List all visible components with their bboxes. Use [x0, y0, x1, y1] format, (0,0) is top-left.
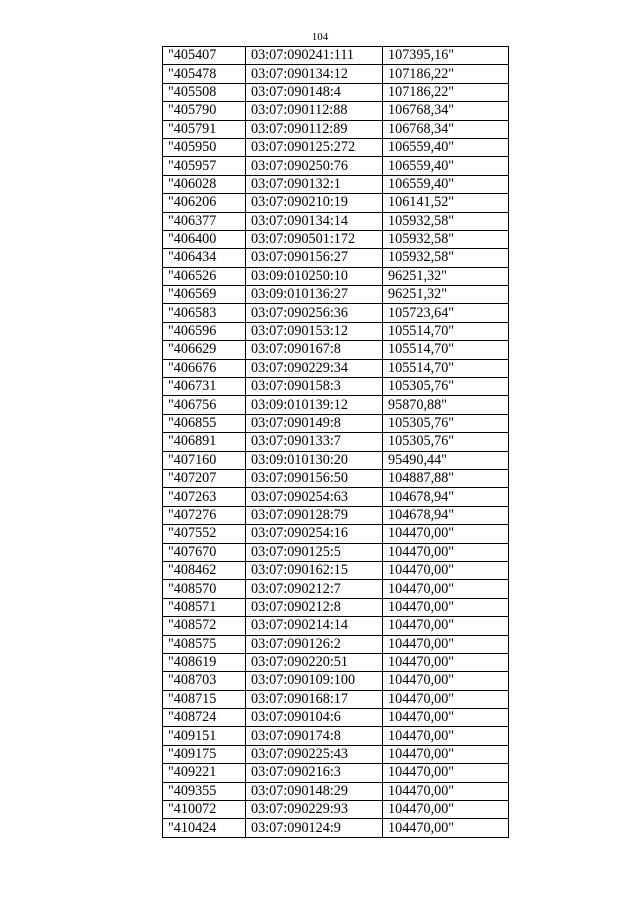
table-row	[163, 304, 509, 322]
record-id-cell: "406206	[163, 194, 246, 212]
value-cell: 105932,58"	[383, 249, 509, 267]
cadastral-number-cell: 03:07:090134:14	[246, 212, 383, 230]
value-cell: 105723,64"	[383, 304, 509, 322]
value-cell: 96251,32"	[383, 286, 509, 304]
record-id-cell: "405957	[163, 157, 246, 175]
value-cell: 104470,00"	[383, 782, 509, 800]
cadastral-number-cell: 03:07:090109:100	[246, 672, 383, 690]
table-row	[163, 230, 509, 248]
record-id-cell: "405950	[163, 138, 246, 156]
cadastral-number-cell: 03:09:010136:27	[246, 286, 383, 304]
record-id-cell: "407160	[163, 451, 246, 469]
record-id-cell: "406596	[163, 322, 246, 340]
table-row	[163, 322, 509, 340]
record-id-cell: "407263	[163, 488, 246, 506]
value-cell: 105305,76"	[383, 378, 509, 396]
cadastral-number-cell: 03:07:090156:27	[246, 249, 383, 267]
record-id-cell: "410424	[163, 819, 246, 837]
cadastral-number-cell: 03:07:090158:3	[246, 378, 383, 396]
table-row	[163, 102, 509, 120]
cadastral-number-cell: 03:07:090214:14	[246, 617, 383, 635]
record-id-cell: "406756	[163, 396, 246, 414]
record-id-cell: "405407	[163, 47, 246, 65]
record-id-cell: "408572	[163, 617, 246, 635]
table-row	[163, 286, 509, 304]
cadastral-number-cell: 03:07:090168:17	[246, 690, 383, 708]
value-cell: 107186,22"	[383, 65, 509, 83]
value-cell: 104470,00"	[383, 745, 509, 763]
value-cell: 104470,00"	[383, 672, 509, 690]
cadastral-number-cell: 03:07:090156:50	[246, 469, 383, 487]
record-id-cell: "406377	[163, 212, 246, 230]
value-cell: 106559,40"	[383, 157, 509, 175]
value-cell: 104887,88"	[383, 469, 509, 487]
table-row	[163, 561, 509, 579]
table-row	[163, 138, 509, 156]
cadastral-number-cell: 03:09:010139:12	[246, 396, 383, 414]
table-row	[163, 801, 509, 819]
value-cell: 104470,00"	[383, 561, 509, 579]
table-row	[163, 249, 509, 267]
value-cell: 95490,44"	[383, 451, 509, 469]
value-cell: 105305,76"	[383, 414, 509, 432]
table-row	[163, 83, 509, 101]
table-row	[163, 764, 509, 782]
table-row	[163, 267, 509, 285]
cadastral-number-cell: 03:07:090250:76	[246, 157, 383, 175]
record-id-cell: "406583	[163, 304, 246, 322]
cadastral-number-cell: 03:07:090229:93	[246, 801, 383, 819]
record-id-cell: "408462	[163, 561, 246, 579]
table-row	[163, 672, 509, 690]
record-id-cell: "408724	[163, 709, 246, 727]
record-id-cell: "409175	[163, 745, 246, 763]
value-cell: 106141,52"	[383, 194, 509, 212]
value-cell: 104470,00"	[383, 727, 509, 745]
cadastral-number-cell: 03:07:090254:16	[246, 525, 383, 543]
record-id-cell: "406028	[163, 175, 246, 193]
value-cell: 106559,40"	[383, 175, 509, 193]
value-cell: 106768,34"	[383, 102, 509, 120]
cadastral-number-cell: 03:07:090225:43	[246, 745, 383, 763]
table-row	[163, 433, 509, 451]
table-body	[163, 47, 509, 838]
record-id-cell: "406629	[163, 341, 246, 359]
table-row	[163, 396, 509, 414]
record-id-cell: "409221	[163, 764, 246, 782]
table-row	[163, 580, 509, 598]
cadastral-number-cell: 03:07:090212:8	[246, 598, 383, 616]
cadastral-number-cell: 03:07:090162:15	[246, 561, 383, 579]
value-cell: 96251,32"	[383, 267, 509, 285]
record-id-cell: "405508	[163, 83, 246, 101]
value-cell: 104470,00"	[383, 709, 509, 727]
record-id-cell: "408575	[163, 635, 246, 653]
table-row	[163, 175, 509, 193]
record-id-cell: "406676	[163, 359, 246, 377]
record-id-cell: "406400	[163, 230, 246, 248]
record-id-cell: "407276	[163, 506, 246, 524]
value-cell: 104470,00"	[383, 764, 509, 782]
value-cell: 104470,00"	[383, 653, 509, 671]
cadastral-number-cell: 03:07:090256:36	[246, 304, 383, 322]
record-id-cell: "407552	[163, 525, 246, 543]
table-row	[163, 690, 509, 708]
value-cell: 105514,70"	[383, 322, 509, 340]
record-id-cell: "409151	[163, 727, 246, 745]
table-row	[163, 194, 509, 212]
cadastral-number-cell: 03:07:090128:79	[246, 506, 383, 524]
record-id-cell: "406569	[163, 286, 246, 304]
table-row	[163, 653, 509, 671]
record-id-cell: "405790	[163, 102, 246, 120]
table-row	[163, 469, 509, 487]
value-cell: 104470,00"	[383, 543, 509, 561]
cadastral-number-cell: 03:09:010130:20	[246, 451, 383, 469]
cadastral-number-cell: 03:07:090212:7	[246, 580, 383, 598]
record-id-cell: "407207	[163, 469, 246, 487]
value-cell: 105932,58"	[383, 212, 509, 230]
cadastral-number-cell: 03:07:090216:3	[246, 764, 383, 782]
value-cell: 104470,00"	[383, 690, 509, 708]
value-cell: 104470,00"	[383, 801, 509, 819]
table-row	[163, 506, 509, 524]
cadastral-number-cell: 03:07:090501:172	[246, 230, 383, 248]
record-id-cell: "406891	[163, 433, 246, 451]
record-id-cell: "410072	[163, 801, 246, 819]
value-cell: 104470,00"	[383, 635, 509, 653]
value-cell: 104470,00"	[383, 819, 509, 837]
cadastral-number-cell: 03:07:090167:8	[246, 341, 383, 359]
value-cell: 105514,70"	[383, 359, 509, 377]
record-id-cell: "406731	[163, 378, 246, 396]
value-cell: 105514,70"	[383, 341, 509, 359]
record-id-cell: "408715	[163, 690, 246, 708]
table-row	[163, 341, 509, 359]
value-cell: 105305,76"	[383, 433, 509, 451]
value-cell: 106559,40"	[383, 138, 509, 156]
cadastral-number-cell: 03:07:090210:19	[246, 194, 383, 212]
table-row	[163, 378, 509, 396]
cadastral-number-cell: 03:07:090112:88	[246, 102, 383, 120]
value-cell: 104678,94"	[383, 488, 509, 506]
table-row	[163, 598, 509, 616]
cadastral-number-cell: 03:07:090125:272	[246, 138, 383, 156]
record-id-cell: "405478	[163, 65, 246, 83]
cadastral-number-cell: 03:07:090254:63	[246, 488, 383, 506]
record-id-cell: "409355	[163, 782, 246, 800]
cadastral-number-cell: 03:07:090132:1	[246, 175, 383, 193]
table-row	[163, 617, 509, 635]
cadastral-number-cell: 03:07:090220:51	[246, 653, 383, 671]
value-cell: 104470,00"	[383, 525, 509, 543]
cadastral-number-cell: 03:07:090241:111	[246, 47, 383, 65]
value-cell: 105932,58"	[383, 230, 509, 248]
cadastral-number-cell: 03:07:090134:12	[246, 65, 383, 83]
cadastral-number-cell: 03:07:090126:2	[246, 635, 383, 653]
record-id-cell: "408571	[163, 598, 246, 616]
cadastral-number-cell: 03:07:090148:29	[246, 782, 383, 800]
table-row	[163, 709, 509, 727]
value-cell: 107395,16"	[383, 47, 509, 65]
cadastral-number-cell: 03:07:090174:8	[246, 727, 383, 745]
table-row	[163, 359, 509, 377]
table-row	[163, 414, 509, 432]
table-row	[163, 488, 509, 506]
cadastral-number-cell: 03:07:090124:9	[246, 819, 383, 837]
cadastral-number-cell: 03:07:090148:4	[246, 83, 383, 101]
table-row	[163, 819, 509, 837]
cadastral-number-cell: 03:07:090125:5	[246, 543, 383, 561]
table-row	[163, 47, 509, 65]
value-cell: 104678,94"	[383, 506, 509, 524]
record-id-cell: "406526	[163, 267, 246, 285]
record-id-cell: "406855	[163, 414, 246, 432]
cadastral-number-cell: 03:07:090153:12	[246, 322, 383, 340]
value-cell: 106768,34"	[383, 120, 509, 138]
record-id-cell: "408703	[163, 672, 246, 690]
value-cell: 104470,00"	[383, 617, 509, 635]
value-cell: 107186,22"	[383, 83, 509, 101]
table-row	[163, 451, 509, 469]
table-row	[163, 745, 509, 763]
value-cell: 104470,00"	[383, 580, 509, 598]
cadastral-number-cell: 03:07:090149:8	[246, 414, 383, 432]
table-row	[163, 727, 509, 745]
table-row	[163, 635, 509, 653]
table-row	[163, 212, 509, 230]
table-row	[163, 120, 509, 138]
page-number: 104	[311, 31, 329, 43]
record-id-cell: "408619	[163, 653, 246, 671]
value-cell: 95870,88"	[383, 396, 509, 414]
record-id-cell: "407670	[163, 543, 246, 561]
table-row	[163, 525, 509, 543]
cadastral-number-cell: 03:07:090133:7	[246, 433, 383, 451]
record-id-cell: "405791	[163, 120, 246, 138]
cadastral-number-cell: 03:09:010250:10	[246, 267, 383, 285]
value-cell: 104470,00"	[383, 598, 509, 616]
cadastral-number-cell: 03:07:090229:34	[246, 359, 383, 377]
table-row	[163, 782, 509, 800]
table-row	[163, 157, 509, 175]
data-table	[162, 46, 509, 838]
table-row	[163, 543, 509, 561]
record-id-cell: "406434	[163, 249, 246, 267]
cadastral-number-cell: 03:07:090112:89	[246, 120, 383, 138]
record-id-cell: "408570	[163, 580, 246, 598]
table-row	[163, 65, 509, 83]
cadastral-number-cell: 03:07:090104:6	[246, 709, 383, 727]
